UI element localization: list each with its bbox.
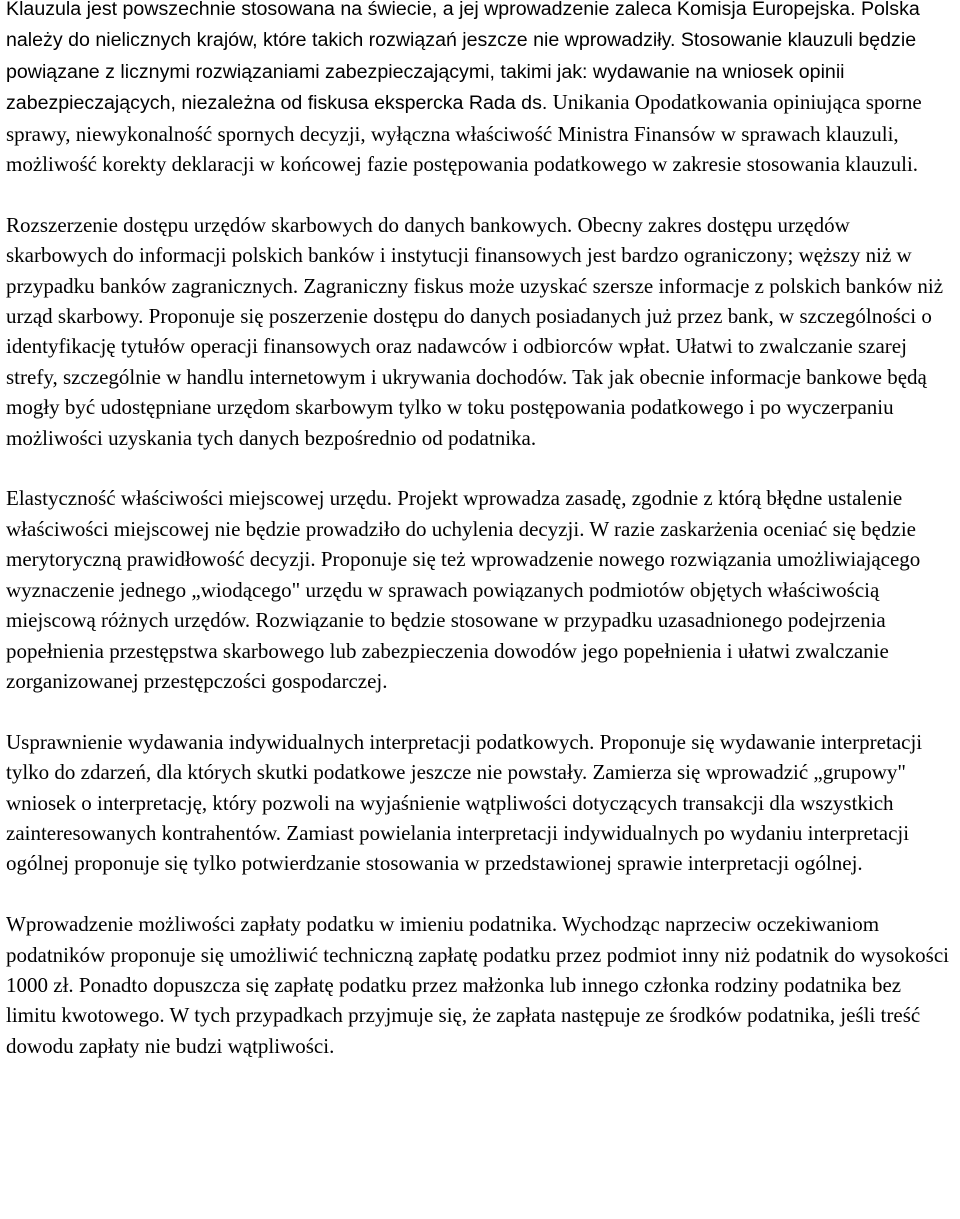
- paragraph-klauzula-sans-text: Klauzula jest powszechnie stosowana na świecie, a jej wprowadzenie zaleca Komisja Europejska. Polska należy do nielicznych krajów, które takich rozwiązań jeszcze nie wprowadziły. Stosowanie klauzuli będzie powiązane z licznymi rozwiązaniami zabezpieczającymi, takimi jak: wydawanie na wniosek opinii zabezpieczających, niezależna od fiskusa ekspercka Rada ds.: [6, 0, 920, 115]
- paragraph-usprawnienie: Usprawnienie wydawania indywidualnych interpretacji podatkowych. Proponuje się wydawanie interpretacji tylko do zdarzeń, dla których skutki podatkowe jeszcze nie powstały. Zamierza się wprowadzić „grupowy" wniosek o interpretację, który pozwoli na wyjaśnienie wątpliwości dotyczących transakcji dla wszystkich zainteresowanych kontrahentów. Zamiast powielania interpretacji indywidualnych po wydaniu interpretacji ogólnej proponuje się tylko potwierdzanie stosowania w przedstawionej sprawie interpretacji ogólnej.: [6, 729, 923, 876]
- paragraph-rozszerzenie: Rozszerzenie dostępu urzędów skarbowych do danych bankowych. Obecny zakres dostępu urzędów skarbowych do informacji polskich banków i instytucji finansowych jest bardzo ograniczony; węższy niż w przypadku banków zagranicznych. Zagraniczny fiskus może uzyskać szersze informacje z polskich banków niż urząd skarbowy. Proponuje się poszerzenie dostępu do danych posiadanych już przez bank, w szczególności o identyfikację tytułów operacji finansowych oraz nadawców i odbiorców wpłat. Ułatwi to zwalczanie szarej strefy, szczególnie w handlu internetowym i ukrywania dochodów. Tak jak obecnie informacje bankowe będą mogły być udostępniane urzędom skarbowym tylko w toku postępowania podatkowego i po wyczerpaniu możliwości uzyskania tych danych bezpośrednio od podatnika.: [6, 212, 944, 450]
- paragraph-klauzula-serif-text: Unikania Opodatkowania opiniująca sporne sprawy, niewykonalność spornych decyzji, wyłączna właściwość Ministra Finansów w sprawach klauzuli, możliwość korekty deklaracji w końcowej fazie postępowania podatkowego w zakresie stosowania klauzuli.: [6, 90, 922, 177]
- document-page: [6, 0, 956, 1092]
- paragraph-klauzula: [6, 0, 956, 179]
- paragraph-wprowadzenie: Wprowadzenie możliwości zapłaty podatku w imieniu podatnika. Wychodząc naprzeciw oczekiwaniom podatników proponuje się umożliwić techniczną zapłatę podatku przez podmiot inny niż podatnik do wysokości 1000 zł. Ponadto dopuszcza się zapłatę podatku przez małżonka lub innego członka rodziny podatnika bez limitu kwotowego. W tych przypadkach przyjmuje się, że zapłata następuje ze środków podatnika, jeśli treść dowodu zapłaty nie budzi wątpliwości.: [6, 912, 950, 1058]
- paragraph-elastycznosc: Elastyczność właściwości miejscowej urzędu. Projekt wprowadza zasadę, zgodnie z którą błędne ustalenie właściwości miejscowej nie będzie prowadziło do uchylenia decyzji. W razie zaskarżenia oceniać się będzie merytoryczną prawidłowość decyzji. Proponuje się też wprowadzenie nowego rozwiązania umożliwiającego wyznaczenie jednego „wiodącego" urzędu w sprawach powiązanych podmiotów objętych właściwością miejscową różnych urzędów. Rozwiązanie to będzie stosowane w przypadku uzasadnionego podejrzenia popełnienia przestępstwa skarbowego lub zabezpieczenia dowodów jego popełnienia i ułatwi zwalczanie zorganizowanej przestępczości gospodarczej.: [6, 486, 921, 693]
